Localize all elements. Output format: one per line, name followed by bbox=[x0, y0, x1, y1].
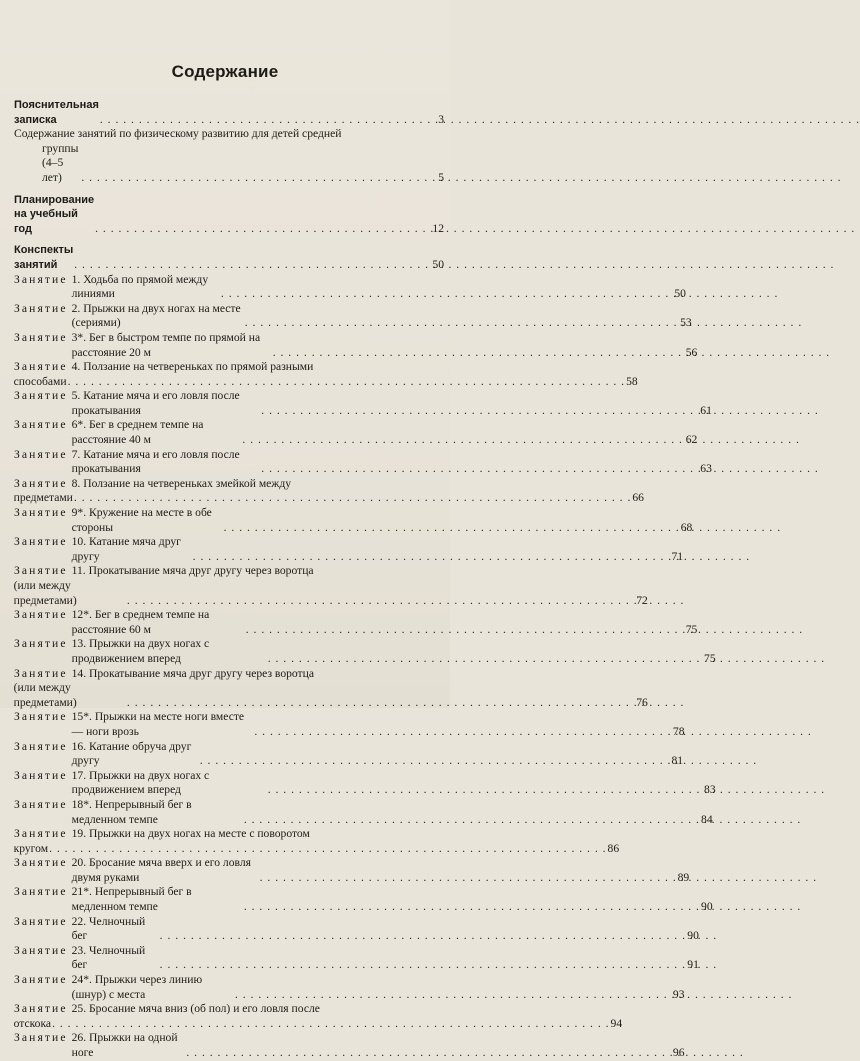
toc-page-number: 75 bbox=[685, 622, 698, 636]
lesson-title: кругом bbox=[13, 841, 49, 855]
leader-dots bbox=[81, 171, 431, 186]
toc-lesson-entry[interactable] bbox=[14, 506, 693, 535]
lesson-number: 3*. bbox=[71, 330, 87, 344]
lesson-title: Бросание мяча вниз (об пол) и его ловля после bbox=[89, 1002, 320, 1016]
lesson-keyword: Занятие bbox=[14, 418, 68, 432]
lesson-title: (или между предметами) bbox=[13, 681, 77, 709]
lesson-keyword: Занятие bbox=[14, 827, 68, 841]
toc-lesson-entry[interactable] bbox=[14, 710, 685, 739]
lesson-title: Челночный бег bbox=[71, 943, 146, 972]
leader-dots bbox=[260, 871, 677, 886]
lesson-keyword: Занятие bbox=[14, 768, 68, 782]
lesson-number: 24*. bbox=[71, 973, 92, 987]
toc-page-number: 5 bbox=[438, 170, 444, 184]
lesson-title: Ползание на четвереньках змейкой между bbox=[83, 476, 292, 490]
leader-dots bbox=[221, 287, 673, 302]
lesson-keyword: Занятие bbox=[14, 666, 68, 680]
toc-lesson-entry[interactable] bbox=[14, 272, 686, 302]
lesson-keyword: Занятие bbox=[14, 914, 68, 928]
lesson-number: 18*. bbox=[71, 797, 92, 811]
lesson-keyword: Занятие bbox=[14, 1002, 68, 1016]
lesson-title: Прыжки на двух ногах на месте с поворотом bbox=[89, 827, 310, 841]
toc-page-number: 83 bbox=[704, 783, 716, 797]
lesson-number: 26. bbox=[71, 1031, 87, 1045]
leader-dots bbox=[52, 1017, 609, 1032]
toc-page-number: 71 bbox=[671, 549, 684, 563]
table-of-contents bbox=[13, 98, 716, 1061]
toc-lesson-entry[interactable] bbox=[14, 797, 713, 827]
lesson-keyword: Занятие bbox=[14, 608, 68, 622]
lesson-keyword: Занятие bbox=[14, 1031, 68, 1045]
toc-page-number: 68 bbox=[680, 520, 693, 534]
leader-dots bbox=[244, 813, 700, 828]
lesson-keyword: Занятие bbox=[14, 535, 68, 549]
toc-page-number: 91 bbox=[687, 958, 699, 972]
leader-dots bbox=[186, 1046, 672, 1061]
lesson-keyword: Занятие bbox=[14, 272, 68, 286]
leader-dots bbox=[49, 842, 606, 857]
toc-lesson-entry[interactable] bbox=[14, 418, 698, 447]
lesson-number: 23. bbox=[71, 943, 87, 957]
toc-page-number: 86 bbox=[607, 841, 620, 855]
toc-lesson-entry[interactable] bbox=[14, 535, 684, 564]
lesson-keyword: Занятие bbox=[14, 943, 68, 957]
leader-dots bbox=[244, 900, 700, 915]
toc-page-number: 76 bbox=[636, 695, 648, 709]
lesson-number: 19. bbox=[71, 827, 87, 841]
toc-lesson-entry[interactable] bbox=[14, 856, 690, 885]
lesson-title: Прыжки на двух ногах на месте (сериями) bbox=[71, 301, 241, 330]
toc-page-number: 72 bbox=[636, 593, 648, 607]
lesson-number: 1. bbox=[71, 272, 81, 286]
toc-entry-text: Содержание занятий по физическому развитию для детей средней bbox=[14, 127, 342, 141]
toc-entry-text: Пояснительная записка bbox=[14, 99, 99, 126]
lesson-title: предметами bbox=[13, 491, 73, 505]
lesson-number: 16. bbox=[71, 739, 87, 753]
toc-page-number: 62 bbox=[685, 433, 698, 447]
toc-entry-text-cont: группы (4–5 лет) bbox=[42, 141, 79, 184]
lesson-keyword: Занятие bbox=[14, 476, 68, 490]
leader-dots bbox=[160, 958, 687, 973]
toc-lesson-entry[interactable] bbox=[14, 914, 699, 944]
lesson-number: 4. bbox=[71, 360, 81, 374]
lesson-number: 9*. bbox=[71, 506, 87, 520]
lesson-keyword: Занятие bbox=[14, 739, 68, 753]
toc-page-number: 75 bbox=[704, 651, 716, 665]
lesson-keyword: Занятие bbox=[14, 564, 68, 578]
toc-page-number: 90 bbox=[701, 900, 713, 914]
lesson-number: 6*. bbox=[71, 418, 87, 432]
toc-lesson-entry[interactable] bbox=[14, 608, 698, 637]
leader-dots bbox=[95, 222, 431, 237]
lesson-number: 11. bbox=[71, 564, 86, 578]
toc-entry-planning[interactable] bbox=[14, 193, 444, 237]
toc-lesson-entry[interactable] bbox=[13, 564, 648, 608]
lesson-number: 25. bbox=[71, 1002, 87, 1016]
leader-dots bbox=[268, 652, 703, 667]
lesson-title: Прыжки на месте ноги вместе — ноги врозь bbox=[71, 710, 245, 738]
lesson-title: Непрерывный бег в медленном темпе bbox=[71, 885, 192, 914]
toc-lesson-entry[interactable] bbox=[13, 1002, 623, 1031]
lesson-title: Прыжки через линию (шнур) с места bbox=[71, 973, 203, 1001]
toc-page-number: 3 bbox=[438, 112, 444, 126]
leader-dots bbox=[261, 462, 699, 477]
toc-page-number: 81 bbox=[671, 754, 684, 768]
lesson-title: Бег в быстром темпе по прямой на расстояние 20 м bbox=[71, 330, 261, 359]
lesson-keyword: Занятие bbox=[14, 856, 68, 870]
toc-lesson-entry[interactable] bbox=[14, 885, 713, 914]
leader-dots bbox=[127, 696, 635, 711]
toc-lesson-entry[interactable] bbox=[14, 943, 699, 973]
toc-lesson-entry[interactable] bbox=[13, 827, 620, 856]
lesson-title: Бег в среднем темпе на расстояние 60 м bbox=[71, 608, 210, 636]
lesson-title: Прыжки на двух ногах с продвижением вперед bbox=[71, 768, 210, 797]
lesson-title: отскока bbox=[13, 1016, 52, 1030]
lesson-keyword: Занятие bbox=[14, 330, 68, 344]
lesson-title: Ползание на четвереньках по прямой разными bbox=[83, 360, 314, 374]
toc-entry-explanatory-note[interactable] bbox=[14, 98, 444, 127]
lesson-keyword: Занятие bbox=[14, 710, 68, 724]
toc-lesson-entry[interactable] bbox=[14, 301, 692, 331]
toc-entry-lesson-notes[interactable] bbox=[14, 243, 444, 272]
toc-page-number: 50 bbox=[432, 257, 444, 271]
page-title: Содержание bbox=[171, 62, 279, 81]
toc-page-number: 78 bbox=[672, 724, 685, 738]
toc-lesson-entry[interactable] bbox=[14, 768, 716, 798]
lesson-title: Бег в среднем темпе на расстояние 40 м bbox=[71, 418, 204, 447]
toc-page-number: 66 bbox=[632, 491, 644, 505]
leader-dots bbox=[68, 375, 625, 390]
lesson-title: Катание мяча и его ловля после прокатывания bbox=[71, 447, 240, 476]
lesson-keyword: Занятие bbox=[14, 506, 68, 520]
toc-page-number: 56 bbox=[685, 345, 698, 359]
leader-dots bbox=[193, 550, 671, 565]
lesson-title: Катание мяча друг другу bbox=[71, 535, 181, 563]
lesson-number: 2. bbox=[71, 301, 81, 315]
toc-page-number: 93 bbox=[672, 987, 685, 1001]
lesson-list bbox=[13, 272, 716, 1061]
lesson-number: 10. bbox=[71, 535, 87, 549]
lesson-number: 20. bbox=[71, 856, 87, 870]
toc-lesson-entry[interactable] bbox=[14, 447, 712, 477]
lesson-title: Непрерывный бег в медленном темпе bbox=[71, 797, 192, 826]
lesson-number: 12*. bbox=[71, 608, 92, 622]
leader-dots bbox=[74, 491, 631, 506]
toc-lesson-entry[interactable] bbox=[13, 666, 648, 711]
toc-page-number: 84 bbox=[701, 812, 713, 826]
lesson-number: 7. bbox=[71, 447, 81, 461]
toc-page-number: 63 bbox=[700, 462, 712, 476]
lesson-title: способами bbox=[13, 374, 67, 388]
lesson-title: Прыжки на двух ногах с продвижением вперед bbox=[71, 637, 210, 665]
lesson-title: Катание обруча друг другу bbox=[71, 739, 192, 768]
leader-dots bbox=[127, 594, 635, 609]
toc-page-number: 90 bbox=[687, 929, 699, 943]
lesson-title: Прыжки на одной ноге bbox=[71, 1031, 178, 1059]
lesson-title: Кружение на месте в обе стороны bbox=[71, 506, 212, 534]
toc-entry-text: Планирование на учебный год bbox=[14, 193, 95, 235]
leader-dots bbox=[245, 316, 679, 331]
toc-lesson-entry[interactable] bbox=[13, 476, 644, 506]
leader-dots bbox=[224, 521, 680, 536]
toc-page-number: 94 bbox=[610, 1016, 623, 1030]
lesson-title: Ходьба по прямой между линиями bbox=[71, 272, 209, 301]
toc-lesson-entry[interactable] bbox=[14, 389, 712, 418]
leader-dots bbox=[74, 258, 431, 273]
leader-dots bbox=[246, 623, 685, 638]
leader-dots bbox=[261, 404, 699, 419]
lesson-number: 8. bbox=[71, 476, 81, 490]
lesson-number: 17. bbox=[71, 768, 87, 782]
leader-dots bbox=[242, 433, 684, 448]
lesson-number: 14. bbox=[71, 666, 87, 680]
toc-page-number: 89 bbox=[677, 870, 690, 884]
leader-dots bbox=[254, 725, 672, 740]
leader-dots bbox=[160, 929, 687, 944]
toc-entry-content-overview[interactable] bbox=[14, 127, 444, 185]
leader-dots bbox=[268, 783, 703, 798]
lesson-title: Прокатывание мяча друг другу через воротца bbox=[89, 666, 314, 680]
lesson-keyword: Занятие bbox=[14, 301, 68, 315]
lesson-number: 13. bbox=[71, 637, 87, 651]
toc-lesson-entry[interactable] bbox=[14, 973, 685, 1002]
leader-dots bbox=[273, 346, 685, 361]
toc-page-number: 12 bbox=[432, 221, 444, 235]
toc-page-number: 50 bbox=[674, 287, 686, 301]
lesson-number: 21*. bbox=[71, 885, 92, 899]
toc-page-number: 58 bbox=[626, 374, 638, 388]
lesson-number: 5. bbox=[71, 389, 81, 403]
lesson-title: Бросание мяча вверх и его ловля двумя руками bbox=[71, 856, 251, 884]
toc-page-number: 96 bbox=[672, 1046, 685, 1059]
lesson-number: 22. bbox=[71, 914, 87, 928]
toc-entry-text: Конспекты занятий bbox=[14, 244, 74, 271]
toc-lesson-entry[interactable] bbox=[13, 360, 638, 389]
toc-lesson-entry[interactable] bbox=[14, 1031, 685, 1060]
lesson-keyword: Занятие bbox=[14, 389, 68, 403]
toc-lesson-entry[interactable] bbox=[14, 637, 716, 666]
lesson-keyword: Занятие bbox=[14, 797, 68, 811]
lesson-keyword: Занятие bbox=[14, 360, 68, 374]
leader-dots bbox=[100, 113, 431, 128]
lesson-title: (или между предметами) bbox=[13, 579, 77, 607]
leader-dots bbox=[200, 754, 671, 769]
lesson-keyword: Занятие bbox=[14, 447, 68, 461]
toc-page-number: 53 bbox=[680, 316, 692, 330]
lesson-title: Прокатывание мяча друг другу через воротца bbox=[88, 564, 314, 578]
toc-lesson-entry[interactable] bbox=[14, 330, 698, 360]
lesson-keyword: Занятие bbox=[14, 637, 68, 651]
toc-page-number: 61 bbox=[700, 403, 712, 417]
lesson-title: Челночный бег bbox=[71, 914, 146, 943]
lesson-keyword: Занятие bbox=[14, 973, 68, 987]
leader-dots bbox=[235, 988, 672, 1003]
lesson-title: Катание мяча и его ловля после прокатывания bbox=[71, 389, 240, 417]
lesson-number: 15*. bbox=[71, 710, 92, 724]
toc-lesson-entry[interactable] bbox=[14, 739, 684, 769]
lesson-keyword: Занятие bbox=[14, 885, 68, 899]
